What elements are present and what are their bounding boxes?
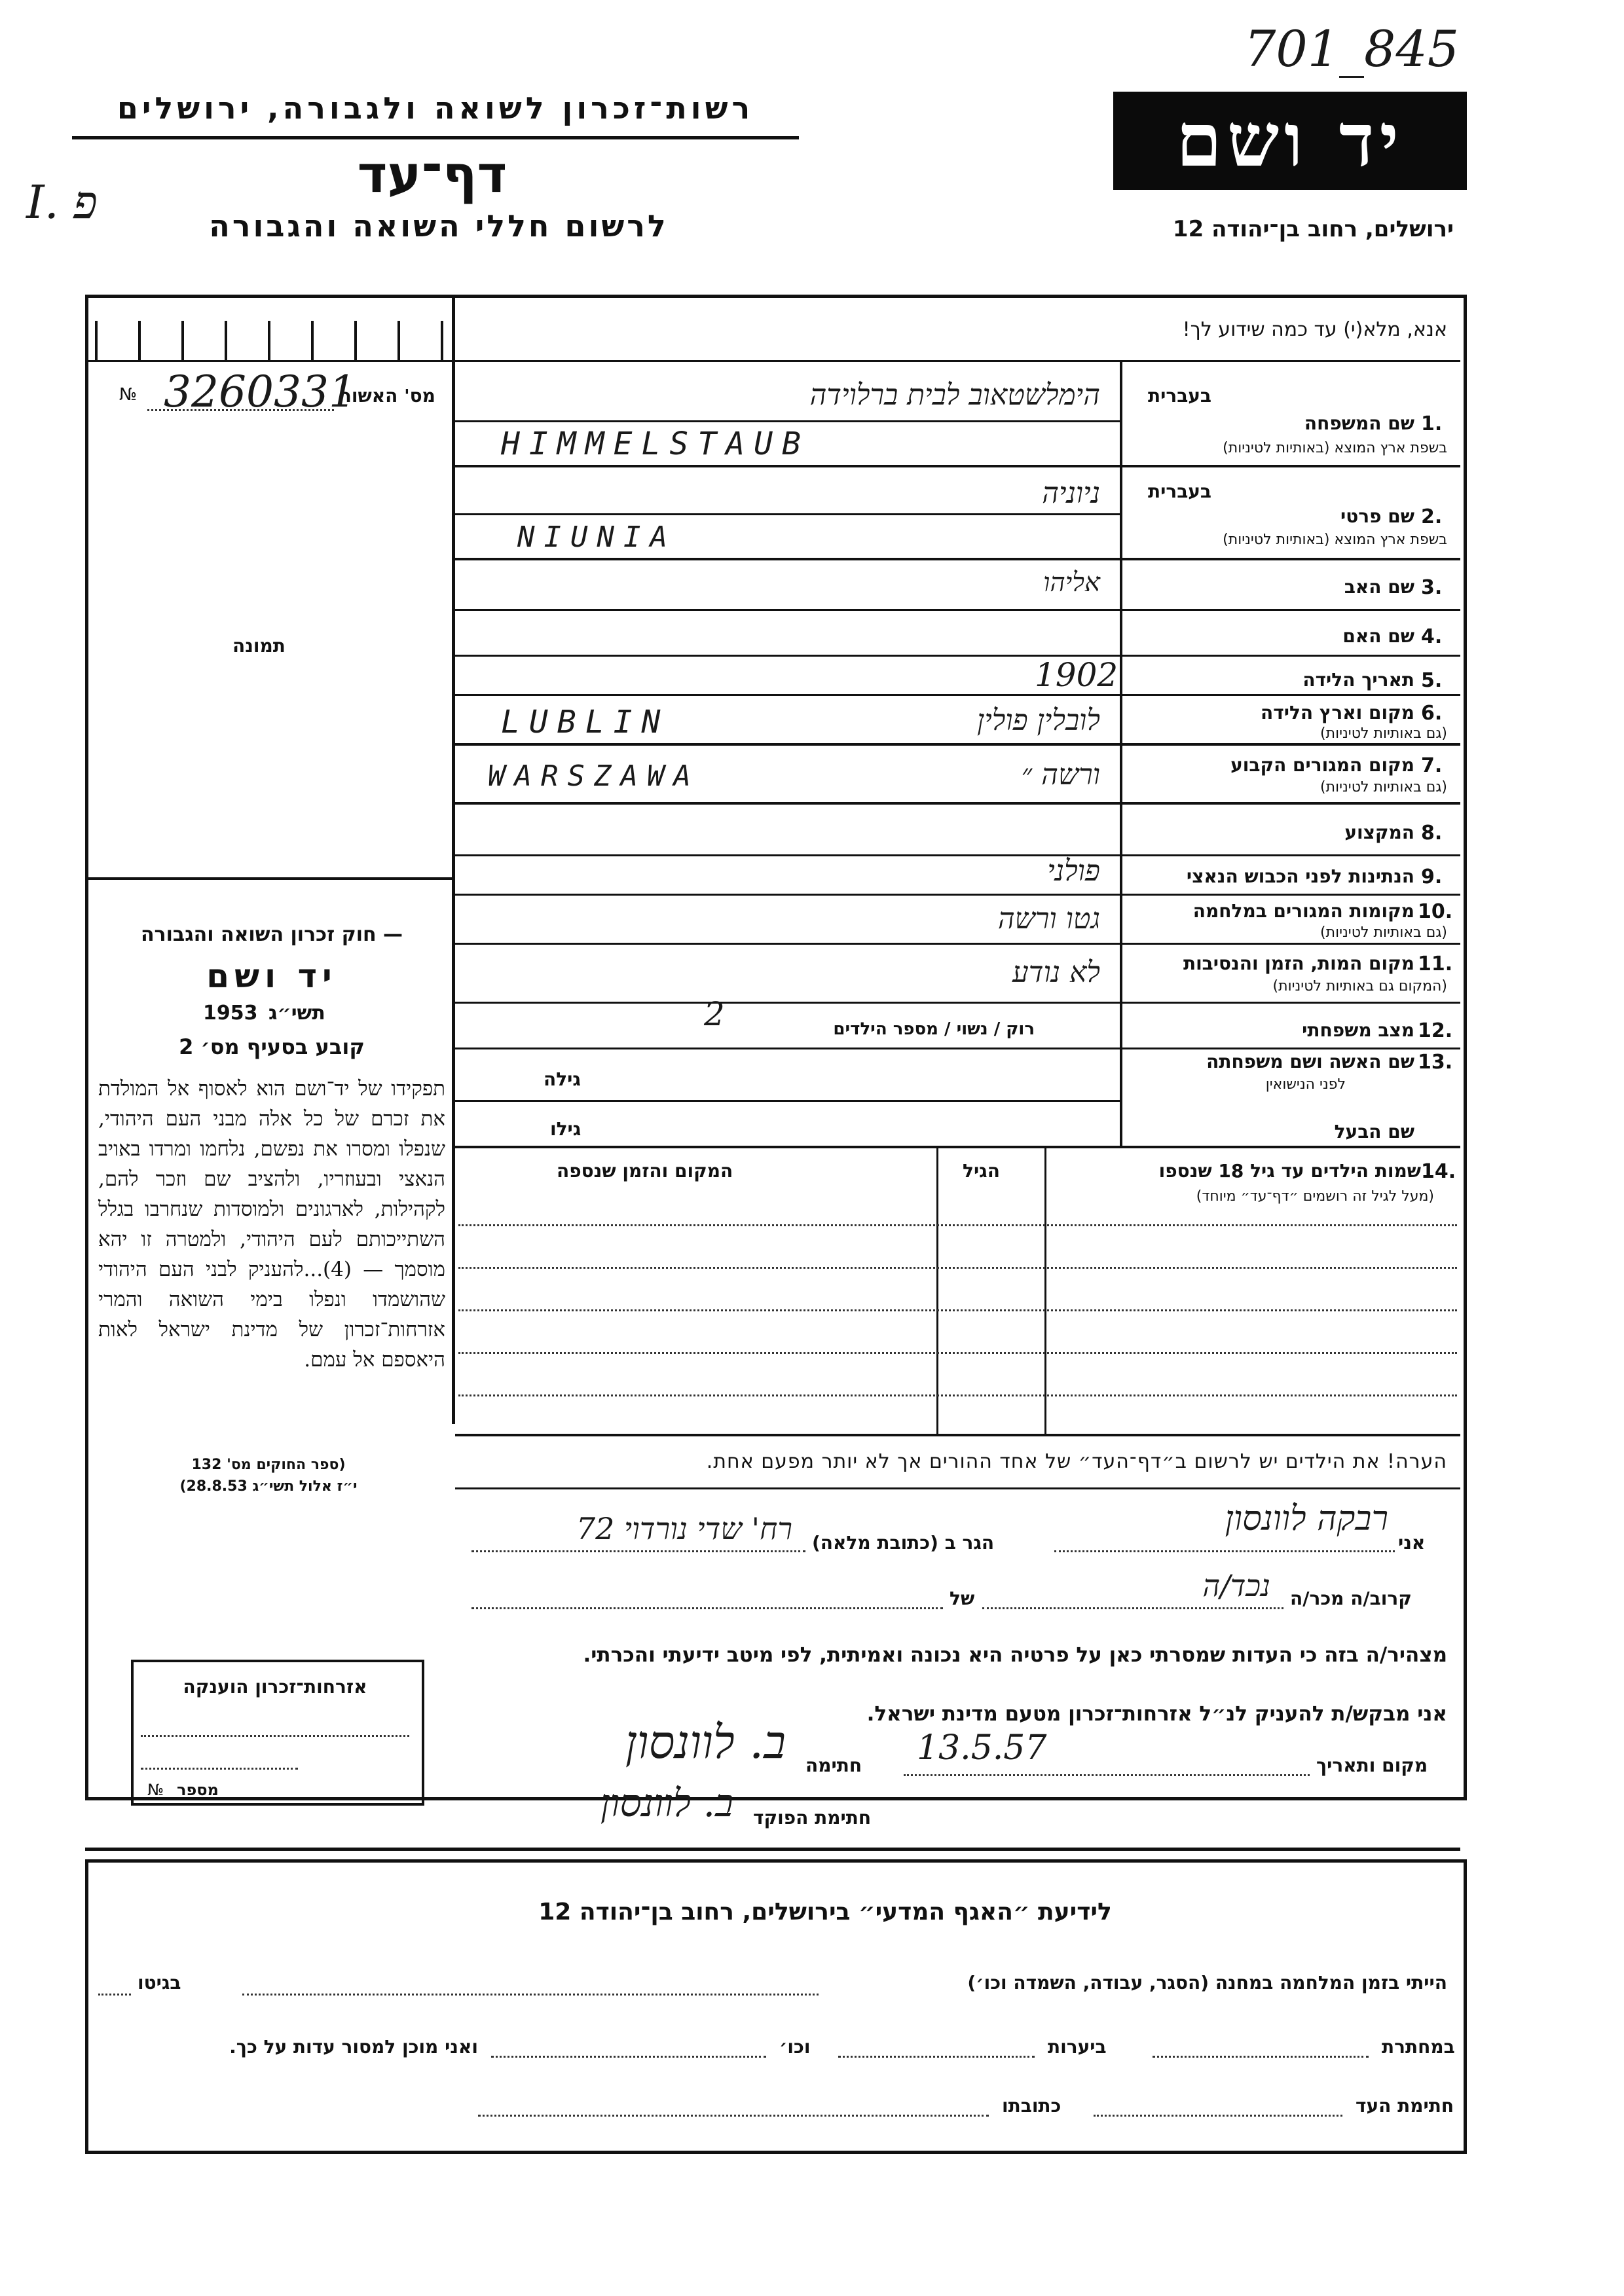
ani-dots — [1054, 1550, 1395, 1552]
intro-text: אנא, מלא(י) עד כמה שידוע לך! — [1182, 318, 1447, 341]
field-1-value-he: הימלשטאוב לבית ברלוידה — [809, 378, 1100, 412]
row-rule-7 — [455, 802, 1460, 805]
field-7-label: מקום המגורים הקבוע — [1230, 754, 1414, 776]
official-value: ב. לוונסון — [600, 1781, 733, 1825]
photo-label: תמונה — [232, 635, 286, 657]
address-dots — [471, 1550, 805, 1552]
field-6-value-latin: LUBLIN — [501, 704, 670, 740]
row-rule-9 — [455, 894, 1460, 896]
place-date-dots — [904, 1774, 1310, 1776]
shel-dots — [471, 1607, 943, 1609]
children-col-place: המקום והזמן שנספה — [557, 1160, 733, 1182]
field-11-label: מקום המות, הזמן והנסיבות — [1183, 953, 1414, 974]
archive-number: 701_845 — [1244, 20, 1460, 78]
org-line: רשות־זכרון לשואה ולגבורה, ירושלים — [117, 90, 754, 126]
children-row-5 — [458, 1394, 1457, 1396]
law-title: — חוק זכרון השואה והגבורה — [140, 923, 403, 946]
field-12-value: 2 — [704, 995, 725, 1033]
field-3-num: 3. — [1421, 576, 1443, 599]
field-10-value: גטו ורשה — [997, 902, 1100, 936]
bottom-line3-dots-1 — [1094, 2115, 1342, 2117]
law-source-b: י״ז אלול תשי״ג 28.8.53) — [179, 1478, 358, 1495]
children-num: 14. — [1421, 1160, 1456, 1183]
husband-age-label: גילו — [550, 1118, 581, 1140]
bottom-line1-dots — [242, 1994, 819, 1995]
approval-label: מס' האשור — [341, 385, 435, 407]
field-7-sub: (גם באותיות לטיניות) — [1320, 779, 1447, 795]
approval-number: 3260331 — [164, 367, 356, 417]
field-6-label: מקום וארץ הלידה — [1261, 702, 1414, 723]
children-col-divider-1 — [1044, 1148, 1046, 1436]
bottom-line2-a: במחתרת — [1382, 2036, 1455, 2058]
field-6-value-he: לובלין פולין — [976, 704, 1100, 737]
bottom-title: לידיעת ״האגף המדעי״ בירושלים, רחוב בן־יהודה 12 — [538, 1899, 1112, 1925]
children-bottom-rule — [455, 1434, 1460, 1436]
relation-value: נכד/ה — [1202, 1568, 1270, 1603]
children-col-age: הגיל — [963, 1160, 1000, 1182]
field-9-value: פולני — [1047, 854, 1100, 888]
field-2-value-he: ניוניה — [1042, 477, 1100, 510]
law-section: קובע בסעיף מס׳ 2 — [179, 1034, 365, 1059]
citizenship-dots-2 — [141, 1768, 298, 1770]
children-row-4 — [458, 1352, 1457, 1354]
row-rule-12 — [455, 1048, 1460, 1049]
husband-rule — [455, 1146, 1460, 1148]
field-2-num: 2. — [1421, 505, 1443, 528]
field-5-num: 5. — [1421, 669, 1443, 692]
photo-top-rule — [88, 360, 452, 362]
field-12-options: רוק / נשוי / מספר הילדים — [833, 1019, 1035, 1039]
field-7-value-he: ורשה ״ — [1021, 758, 1100, 792]
husband-label: שם הבעל — [1334, 1121, 1414, 1142]
field-10-num: 10. — [1418, 900, 1453, 923]
field-11-value: לא נודע — [1012, 956, 1100, 989]
place-date-label: מקום ותאריך — [1316, 1755, 1428, 1776]
bottom-line3-dots-2 — [478, 2115, 989, 2117]
field-3-label: שם האב — [1344, 576, 1414, 598]
bottom-line2-d: ואני מוכן למסור עדות על כך. — [229, 2036, 478, 2058]
citizenship-title: אזרחות־זכרון הוענקה — [183, 1676, 367, 1698]
field-13-sub: לפני הנישואין — [1265, 1076, 1346, 1093]
relation-label: קרוב/ה מכר/ה — [1290, 1588, 1412, 1609]
request-text: אני מבקש/ת להעניק לנ״ל אזרחות־זכרון מטעם מדינת ישראל. — [866, 1702, 1447, 1726]
intro-rule — [452, 360, 1460, 362]
field-9-num: 9. — [1421, 866, 1443, 888]
relation-dots — [982, 1607, 1283, 1609]
row-rule-11 — [455, 1002, 1460, 1004]
row-rule-13 — [455, 1100, 1120, 1102]
photo-bottom-rule — [88, 877, 452, 880]
row-rule-5 — [455, 694, 1460, 696]
law-year-b: תשי״ג — [268, 1002, 325, 1025]
bottom-line2-c: וכו׳ — [779, 2036, 811, 2058]
law-source-a: (ספר החוקים מס' 132 — [191, 1457, 346, 1473]
form-subtitle: לרשום חללי השואה והגבורה — [209, 208, 669, 244]
field-8-num: 8. — [1421, 822, 1443, 845]
field-10-label: מקומות המגורים במלחמה — [1192, 900, 1414, 922]
ani-value: רבקה לוונסון — [1225, 1499, 1388, 1539]
field-3-value: אליהו — [1043, 568, 1100, 598]
field-1-sub: בשפת ארץ המוצא (באותיות לטיניות) — [1223, 440, 1447, 456]
children-row-2 — [458, 1267, 1457, 1269]
form-title: דף־עד — [357, 145, 507, 204]
official-label: חתימת הפוקד — [753, 1807, 872, 1829]
field-2-lang: בעברית — [1147, 481, 1211, 502]
note-rule — [455, 1487, 1460, 1489]
children-col-divider-2 — [936, 1148, 938, 1436]
ani-label: אני — [1398, 1532, 1426, 1554]
signature-value: ב. לוונסון — [625, 1715, 786, 1769]
citizenship-dots-1 — [141, 1735, 409, 1737]
bottom-line3-b: כתובתו — [1002, 2095, 1061, 2117]
margin-note: פ .I — [26, 175, 98, 229]
bottom-line2-b: ביערות — [1048, 2036, 1107, 2058]
bottom-line1-b: בגיטו — [138, 1972, 181, 1994]
field-1-label: שם המשפחה — [1304, 412, 1414, 434]
declarant-bottom-rule — [85, 1848, 1460, 1851]
field-7-num: 7. — [1421, 754, 1443, 777]
place-date-value: 13.5.57 — [917, 1728, 1047, 1768]
row-rule-2b — [455, 558, 1460, 560]
children-label: שמות הילדים עד גיל 18 שנספו — [1158, 1160, 1421, 1182]
field-4-num: 4. — [1421, 625, 1443, 648]
children-note: הערה! את הילדים יש לרשום ב״דף־העד״ של אחד ההורים אך לא יותר מפעם אחת. — [706, 1450, 1447, 1473]
bottom-line3-a: חתימת העד — [1356, 2095, 1454, 2117]
field-6-num: 6. — [1421, 702, 1443, 725]
declaration-text: מצהיר/ה בזה כי העדות שמסרתי כאן על פרטיה היא נכונה ואמיתית, לפי מיטב ידיעתי והכרתי. — [583, 1643, 1447, 1667]
field-9-label: הנתינות לפני הכבוש הנאצי — [1186, 866, 1414, 887]
field-2-label: שם פרטי — [1340, 505, 1414, 527]
logo-text: יד ושם — [1175, 98, 1405, 183]
field-13-num: 13. — [1418, 1051, 1453, 1074]
field-8-label: המקצוע — [1344, 822, 1414, 843]
field-1-lang: בעברית — [1147, 385, 1211, 407]
bottom-line2-dots-2 — [838, 2056, 1035, 2058]
citizenship-number-label: מספר — [177, 1781, 219, 1799]
approval-no-symbol: № — [119, 385, 138, 405]
law-text: תפקידו של יד־ושם הוא לאסוף אל המולדת את זכרם של כל אלה מבני העם היהודי, שנפלו ומסרו את נפשם, נלחמו ומרדו באויב הנאצי ובעוזריו, ולהציב שם וזכר להם, לקהילות, לארגונים ולמוסדות שנחרבו בגלל השתייכותם לעם היהודי, ולמטרה זו יהא מוסמך — (4)...להעניק לבני העם היהודי שהושמדו ונפלו בימי השואה והמרי אזרחות־זכרון של מדינת ישראל לאות היאספם אל עמם. — [98, 1077, 445, 1372]
field-11-sub: (המקום גם באותיות לטיניות) — [1272, 978, 1447, 994]
row-rule-10 — [455, 943, 1460, 945]
bottom-line2-dots-1 — [1153, 2056, 1369, 2058]
row-rule-6 — [455, 743, 1460, 746]
header-rule — [72, 136, 799, 139]
row-rule-1b — [455, 465, 1460, 467]
row-rule-3 — [455, 609, 1460, 611]
shel-label: של — [950, 1588, 975, 1609]
photo-tick-marks — [95, 321, 445, 360]
children-row-1 — [458, 1224, 1457, 1226]
field-5-value: 1902 — [1035, 656, 1118, 694]
bottom-line1-a: הייתי בזמן המלחמה במחנה (הסגר, עבודה, השמדה וכו׳) — [967, 1972, 1447, 1994]
field-12-label: מצב משפחתי — [1302, 1019, 1414, 1041]
field-2-sub: בשפת ארץ המוצא (באותיות לטיניות) — [1223, 532, 1447, 548]
field-11-num: 11. — [1418, 953, 1453, 975]
children-sub: (מעל לגיל זה רושמים ״דף־עד״ מיוחד) — [1196, 1188, 1434, 1205]
children-row-3 — [458, 1309, 1457, 1311]
approval-dots — [147, 409, 334, 411]
label-column-divider — [1120, 362, 1122, 1148]
bottom-line1-dots-2 — [98, 1994, 131, 1995]
field-12-num: 12. — [1418, 1019, 1453, 1042]
address-label: הגר ב (כתובת מלאה) — [812, 1532, 995, 1554]
bottom-line2-dots-3 — [491, 2056, 766, 2058]
yad-vashem-logo — [1113, 92, 1467, 190]
field-5-label: תאריך הלידה — [1302, 669, 1414, 691]
field-1-num: 1. — [1421, 412, 1443, 435]
field-6-sub: (גם באותיות לטיניות) — [1320, 725, 1447, 742]
law-year-a: 1953 — [203, 1002, 258, 1025]
signature-label: חתימה — [805, 1755, 862, 1776]
address-value: רח' שדי נורדוי 72 — [576, 1511, 792, 1546]
field-13-label: שם האשה ושם משפחתה — [1206, 1051, 1414, 1072]
address: ירושלים, רחוב בן־יהודה 12 — [1172, 216, 1454, 242]
field-10-sub: (גם באותיות לטיניות) — [1320, 924, 1447, 941]
field-4-label: שם האם — [1342, 625, 1414, 647]
field-7-value-latin: WARSZAWA — [488, 759, 700, 793]
law-name: יד ושם — [206, 957, 337, 995]
field-2-value-latin: NIUNIA — [517, 520, 676, 554]
row-rule-1a — [455, 420, 1120, 422]
field-1-value-latin: HIMMELSTAUB — [501, 426, 810, 462]
citizenship-no-symbol: № — [147, 1781, 164, 1799]
field-13-age-label: גילה — [544, 1068, 581, 1090]
row-rule-2a — [455, 513, 1120, 515]
row-rule-4 — [455, 655, 1460, 657]
